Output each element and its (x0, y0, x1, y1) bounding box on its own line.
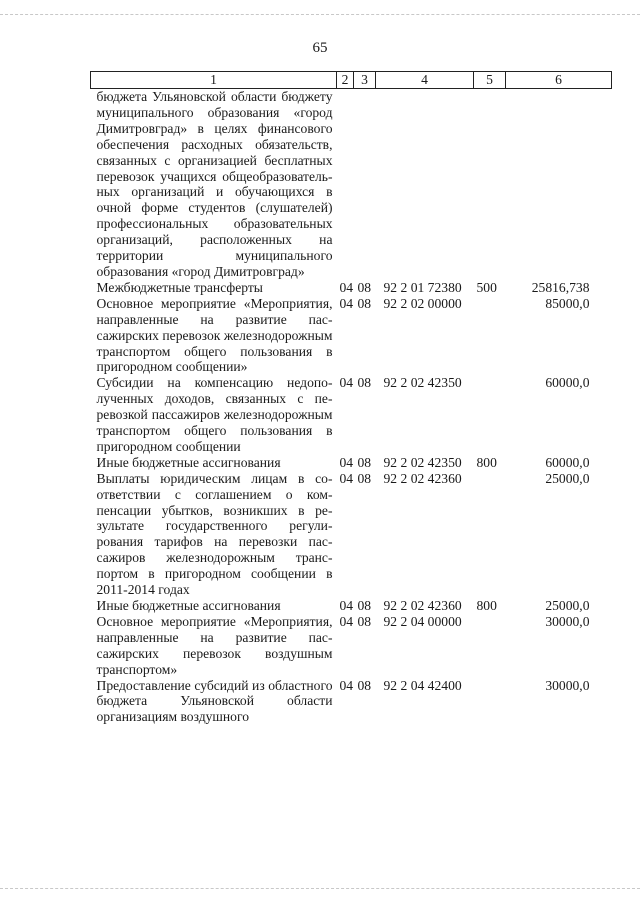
row-amount: 60000,0 (545, 375, 590, 391)
row-expense-type (474, 678, 506, 726)
row-expense-type (474, 614, 506, 678)
scan-edge-bottom (0, 888, 640, 889)
row-amount: 25000,0 (545, 598, 590, 613)
table-row (91, 471, 612, 598)
row-section (337, 89, 354, 280)
row-expense-type (474, 471, 506, 598)
row-name: бюджета Ульяновской области бюджету муниципального образования «город Димитровград» в целях финансового обеспечения расходных обязательств, связанных с организацией бесплатных перевозок учащихся общеобразовательных организаций и обучающихся в очной форме студентов (слушателей) профессиональных образовательных организаций, расположенных на территории муниципального образования «город Димитровград» (96, 89, 333, 279)
row-amount: 30000,0 (545, 677, 590, 693)
row-target-code: 92 2 02 00000 (383, 295, 462, 311)
header-col-3: 3 (354, 72, 376, 89)
row-subsection: 08 (357, 295, 372, 311)
row-subsection: 08 (357, 598, 372, 613)
table-row (91, 280, 612, 296)
row-subsection: 08 (357, 375, 372, 391)
row-target-code: 92 2 04 42400 (383, 677, 462, 693)
table-body (91, 89, 612, 726)
row-target-code: 92 2 01 72380 (383, 279, 462, 295)
row-amount: 30000,0 (545, 613, 590, 629)
row-section: 04 (339, 677, 354, 693)
row-expense-type (474, 375, 506, 455)
row-section: 04 (339, 470, 354, 486)
row-target-code: 92 2 04 00000 (383, 613, 462, 629)
header-col-6: 6 (506, 72, 612, 89)
row-name: Иные бюджетные ассигнования (96, 598, 281, 613)
row-subsection: 08 (357, 454, 372, 470)
scan-edge-top (0, 14, 640, 15)
row-name: Основное мероприятие «Мероприятия, направленные на развитие пассажирских перевозок воздушным транспортом» (96, 613, 333, 677)
row-subsection: 08 (357, 470, 372, 486)
row-expense-type: 500 (476, 279, 497, 295)
table-row (91, 614, 612, 678)
page-number: 65 (312, 40, 328, 56)
row-target-code (376, 89, 474, 280)
header-row (91, 72, 612, 89)
row-name: Межбюджетные трансферты (96, 279, 263, 295)
row-section: 04 (339, 295, 354, 311)
row-name: Иные бюджетные ассигнования (96, 454, 281, 470)
budget-table (90, 71, 612, 725)
row-subsection: 08 (357, 677, 372, 693)
row-expense-type: 800 (476, 454, 497, 470)
row-amount: 25816,738 (531, 279, 590, 295)
row-target-code: 92 2 02 42350 (383, 375, 462, 391)
row-amount: 25000,0 (545, 470, 590, 486)
row-subsection: 08 (357, 613, 372, 629)
row-amount: 85000,0 (545, 295, 590, 311)
table-row (91, 598, 612, 614)
header-col-1: 1 (91, 72, 337, 89)
table-row (91, 375, 612, 455)
table-row (91, 296, 612, 376)
header-col-4: 4 (376, 72, 474, 89)
table-header (91, 72, 612, 89)
row-section: 04 (339, 279, 354, 295)
row-name: Предоставление субсидий из областного бюджета Ульяновской области организациям воздушного (96, 677, 333, 725)
row-amount: 60000,0 (545, 454, 590, 470)
header-col-5: 5 (474, 72, 506, 89)
row-expense-type: 800 (476, 598, 497, 613)
header-col-2: 2 (337, 72, 354, 89)
row-section: 04 (339, 598, 354, 613)
row-subsection: 08 (357, 279, 372, 295)
row-name: Основное мероприятие «Мероприятия, направленные на развитие пассажирских перевозок железнодорожным транспортом общего пользования в пригородном сообщении» (96, 295, 333, 375)
row-subsection (354, 89, 376, 280)
row-section: 04 (339, 454, 354, 470)
row-name: Выплаты юридическим лицам в соответствии с соглашением о компенсации убытков, возникших в результате государственного регулирования тарифов на перевозки пассажиров железнодорожным транспортом в пригородном сообщении в 2011-2014 годах (96, 470, 333, 598)
row-amount (506, 89, 612, 280)
row-name: Субсидии на компенсацию недополученных доходов, связанных с перевозкой пассажиров железнодорожным транспортом общего пользования в пригородном сообщении (96, 375, 333, 454)
row-target-code: 92 2 02 42360 (383, 470, 462, 486)
row-expense-type (474, 296, 506, 376)
row-section: 04 (339, 613, 354, 629)
table-row (91, 455, 612, 471)
row-target-code: 92 2 02 42350 (383, 454, 462, 470)
table-row (91, 89, 612, 280)
table-row (91, 678, 612, 726)
row-section: 04 (339, 375, 354, 391)
row-target-code: 92 2 02 42360 (383, 598, 462, 613)
row-expense-type (474, 89, 506, 280)
